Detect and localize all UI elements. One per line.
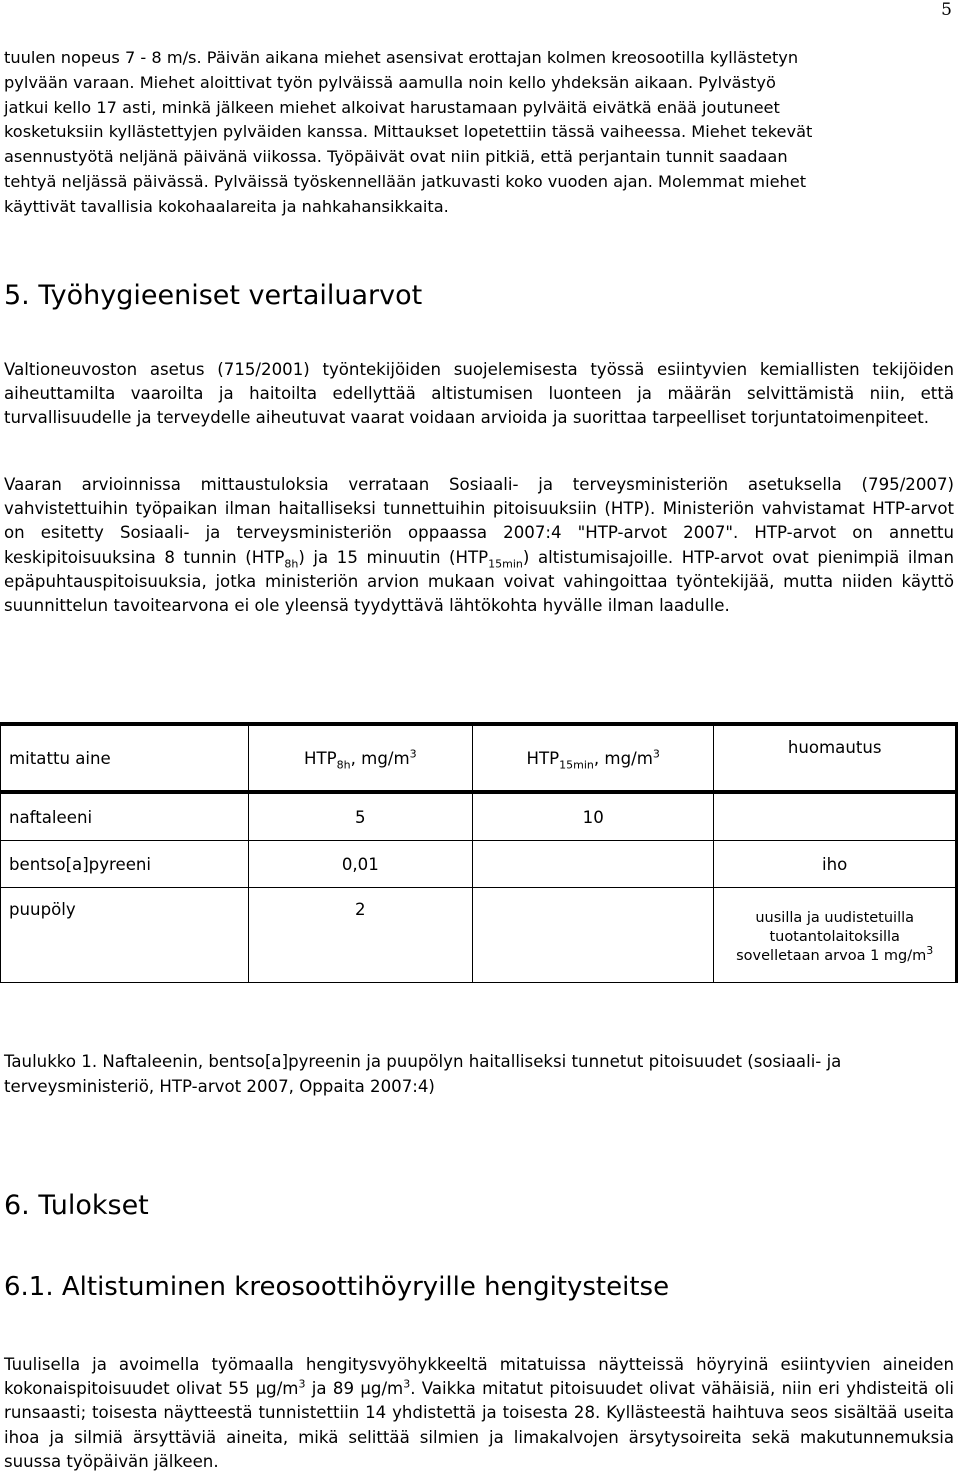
intro-line: käyttivät tavallisia kokohaalareita ja nahkahansikkaita. xyxy=(4,196,449,216)
page-number: 5 xyxy=(941,0,952,20)
section-5-paragraph-1: Valtioneuvoston asetus (715/2001) työntekijöiden suojelemisesta työssä esiintyvien kemiallisten tekijöiden aiheuttamilta vaaroilta ja haitoilta edellyttää altistumisen luonteen ja määrän selvittämistä niin, että turvallisuudelle ja terveydelle aiheutuvat vaarat voidaan arvioida ja suorittaa tarpeelliset torjuntatoimenpiteet. xyxy=(4,360,954,428)
header-htp-15min: $HTP_{15min}$, $mg/m^3$ xyxy=(473,726,714,792)
p2-subscript-15min: 15min xyxy=(488,556,523,570)
intro-line: kosketuksiin kyllästettyjen pylväiden kanssa. Mittaukset lopetettiin tässä vaiheessa. Miehet tekevät xyxy=(4,122,813,142)
cell-substance: puupöly xyxy=(1,888,249,983)
intro-paragraph xyxy=(4,46,959,220)
intro-line: tehtyä neljässä päivässä. Pylväissä työskennellään jatkuvasti koko vuoden ajan. Molemmat miehet xyxy=(4,171,807,191)
table-caption: Taulukko 1. Naftaleenin, bentso[a]pyreenin ja puupölyn haitalliseksi tunnetut pitoisuudet (sosiaali- ja terveysministeriö, HTP-arvot 2007, Oppaita 2007:4) xyxy=(4,1052,842,1096)
cell-htp-15min xyxy=(473,888,714,983)
section-5-paragraph-2 xyxy=(4,473,954,618)
cell-note xyxy=(714,888,957,983)
header-htp-8h: $HTP_{8h}$, $mg/m^3$ xyxy=(248,726,472,792)
section-6-heading: 6. Tulokset xyxy=(4,1190,149,1221)
cell-htp-8h: 5 xyxy=(248,792,472,841)
cell-htp-8h: 0,01 xyxy=(248,841,472,888)
p2-text-c: ) altistumisajoille. HTP-arvot ovat pienimpiä ilman epäpuhtauspitoisuuksia, jotka ministeriön arvion mukaan voivat vahingoittaa työntekijää, mutta niiden käyttö suunnittelun tavoitearvona ei ole yleensä tyydyttävä lähtökohta hyvälle ilman laadulle. xyxy=(4,547,954,616)
cell-htp-15min xyxy=(473,841,714,888)
cell-substance: naftaleeni xyxy=(1,792,249,841)
cell-htp-8h: 2 xyxy=(248,888,472,983)
header-note: huomautus xyxy=(714,726,957,792)
header-substance: mitattu aine xyxy=(1,726,249,792)
cell-substance: bentso[a]pyreeni xyxy=(1,841,249,888)
p2-subscript-8h: 8h xyxy=(284,556,299,570)
section-5-heading: 5. Työhygieeniset vertailuarvot xyxy=(4,280,423,311)
p2-text-b: ) ja 15 minuutin (HTP xyxy=(298,547,489,567)
intro-line: jatkui kello 17 asti, minkä jälkeen miehet alkoivat harustamaan pylväitä eivätkä enää joutuneet xyxy=(4,97,780,117)
cell-htp-15min: 10 xyxy=(473,792,714,841)
table-header-row xyxy=(1,726,957,792)
htp-table xyxy=(0,726,958,983)
section-6-paragraph: Tuulisella ja avoimella työmaalla hengitysvyöhykkeeltä mitatuissa näytteissä höyryinä esiintyvien aineiden kokonaispitoisuudet olivat 55 $\mu g/m^3$ ja 89 $\mu g/m^3$. Vaikka mitatut pitoisuudet olivat vähäisiä, niin eri yhdisteitä oli runsaasti; toisesta näytteestä tunnistettiin 14 yhdistettä ja toisesta 28. Kyllästeestä haihtuva seos sisältää useita ihoa ja silmiä ärsyttäviä aineita, mikä selittää silmien ja limakalvojen ärsytysoireita sekä makutunnemuksia suussa työpäivän jälkeen. xyxy=(4,1355,954,1471)
note-line: uusilla ja uudistetuilla tuotantolaitoksilla sovelletaan arvoa 1 $mg/m^3$ xyxy=(736,909,934,964)
table-row xyxy=(1,792,957,841)
intro-line: tuulen nopeus 7 - 8 m/s. Päivän aikana miehet asensivat erottajan kolmen kreosootilla kyllästetyn xyxy=(4,48,799,67)
intro-line: asennustyötä neljänä päivänä viikossa. Työpäivät ovat niin pitkiä, että perjantain tunnit saadaan xyxy=(4,147,788,167)
intro-line: pylvään varaan. Miehet aloittivat työn pylväissä aamulla noin kello yhdeksän aikaan. Pylvästyö xyxy=(4,72,776,92)
table-row xyxy=(1,888,957,983)
cell-note xyxy=(714,792,957,841)
section-6-1-heading: 6.1. Altistuminen kreosoottihöyryille hengitysteitse xyxy=(4,1272,670,1302)
cell-note: iho xyxy=(714,841,957,888)
p2-text-a: Vaaran arvioinnissa mittaustuloksia verrataan Sosiaali- ja terveysministeriön asetuksella (795/2007) vahvistettuihin työpaikan ilman haitalliseksi tunnettuihin pitoisuuksiin (HTP). Ministeriön vahvistamat HTP-arvot on esitetty Sosiaali- ja terveysministeriön oppaassa 2007:4 "HTP-arvot 2007". HTP-arvot on annettu keskipitoisuuksina 8 tunnin (HTP xyxy=(4,475,954,567)
table-row xyxy=(1,841,957,888)
